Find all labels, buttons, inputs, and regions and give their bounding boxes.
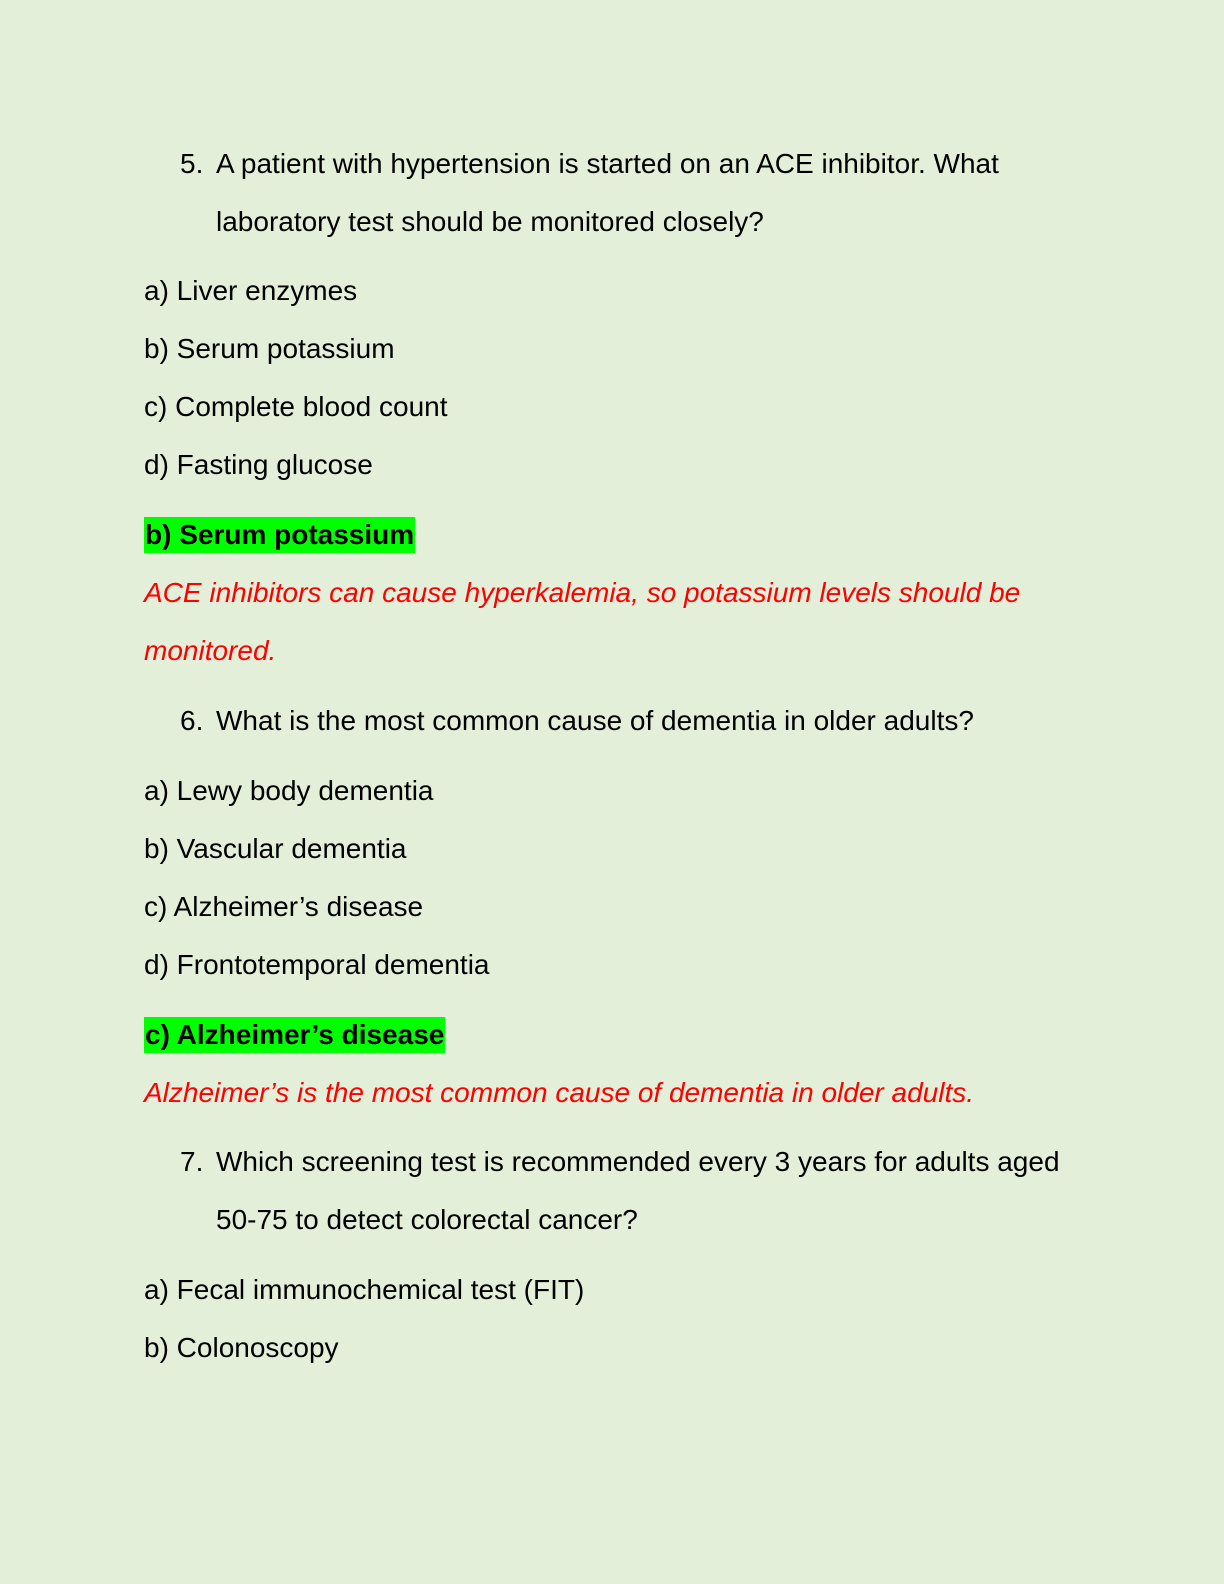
question-6-text: What is the most common cause of dementia in older adults?	[216, 705, 974, 736]
question-6-option-c: c) Alzheimer’s disease	[144, 891, 424, 922]
question-6-explanation: Alzheimer’s is the most common cause of dementia in older adults.	[144, 1077, 975, 1108]
question-5-number: 5.	[180, 148, 204, 179]
question-7-text: Which screening test is recommended every 3 years for adults aged 50-75 to detect colorectal cancer?	[216, 1146, 1060, 1235]
question-5-option-b: b) Serum potassium	[144, 333, 395, 364]
question-6-option-b: b) Vascular dementia	[144, 833, 407, 864]
question-7-option-b: b) Colonoscopy	[144, 1332, 339, 1363]
question-5-answer: b) Serum potassium	[144, 517, 415, 553]
question-5-option-d: d) Fasting glucose	[144, 449, 373, 480]
question-6-number: 6.	[180, 705, 204, 736]
question-5-option-a: a) Liver enzymes	[144, 275, 358, 306]
question-5-option-c: c) Complete blood count	[144, 391, 448, 422]
question-6-option-d: d) Frontotemporal dementia	[144, 949, 490, 980]
question-7-number: 7.	[180, 1146, 204, 1177]
question-6-option-a: a) Lewy body dementia	[144, 775, 434, 806]
question-7-option-a: a) Fecal immunochemical test (FIT)	[144, 1274, 585, 1305]
question-5-explanation: ACE inhibitors can cause hyperkalemia, so potassium levels should be monitored.	[144, 577, 1021, 666]
question-6-answer: c) Alzheimer’s disease	[144, 1017, 445, 1053]
question-5-text: A patient with hypertension is started on an ACE inhibitor. What laboratory test should be monitored closely?	[216, 148, 999, 237]
